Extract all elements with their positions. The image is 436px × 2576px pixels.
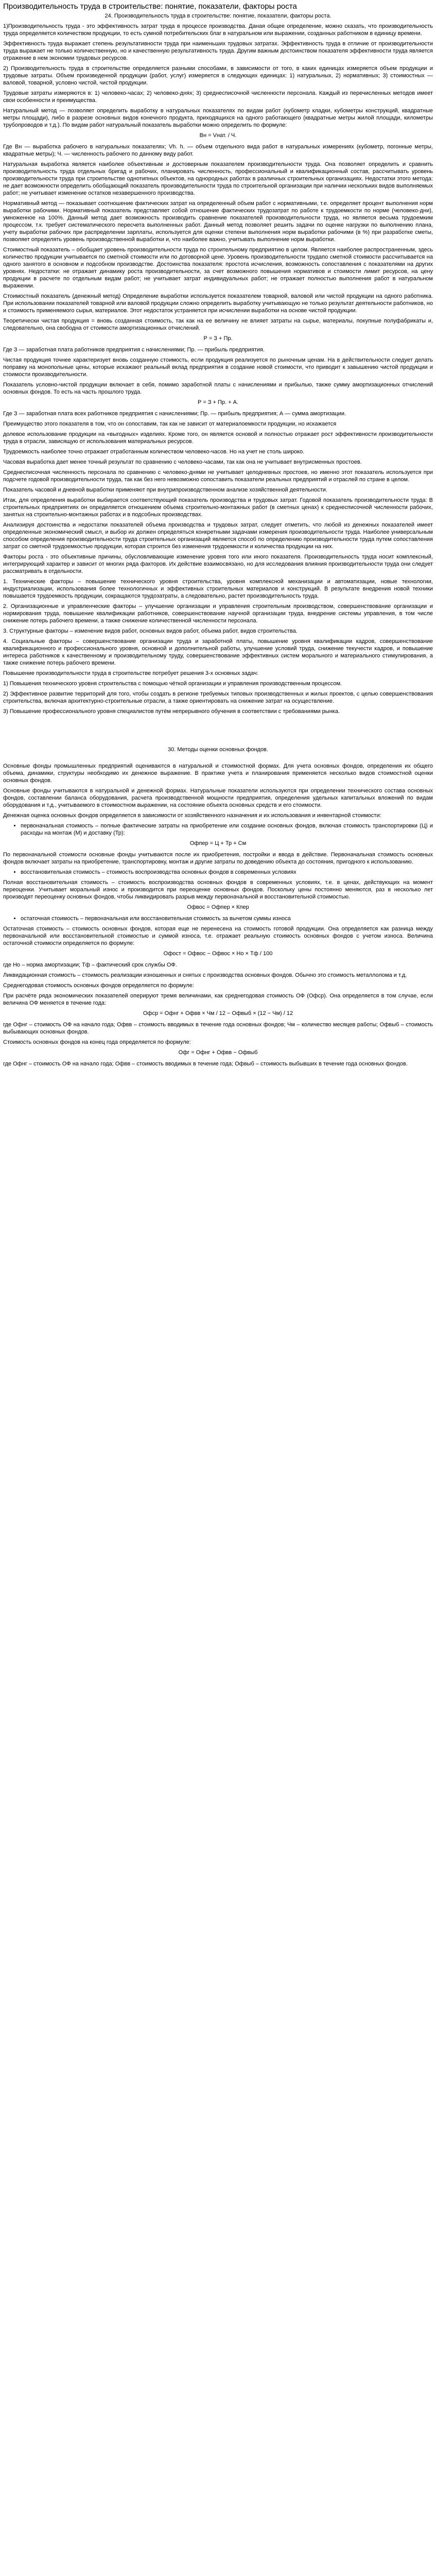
paragraph: Стоимостный показатель – обобщает уровень производительности труда по строительному предприятию в целом. Является наиболее распространенным, здесь количество продукции учитывается по сметной стоимости или по договорной цене. Уровень производительности трудапо сметной стоимости рассчитывается на одного занятого в основном и подсобном производстве. Достоинства показателя: простота исчисления, возможность сопоставления с показателями на других уровнях. Недостатки: не отражает динамику роста производительности, за счет возможного повышения нормативов и стоимости лимит ресурсов, на цену продукции в расчете по отдельным видам работ; не учитывает затрат индивидуальных работ; не отражает полностью выполнения работ в натуральном выражении. [3,247,433,289]
paragraph: 2. Организационные и управленческие факторы – улучшение организации и управления строительным производством, совершенствование организации и нормирования труда, повышение квалификации работников, совершенствование научной организации труда, внедрение системы управления, в том числе снижение потерь рабочего времени, а также снижение количественной численности персонала. [3,603,433,624]
formula-average-annual-cost: Офср = Офнг + Офвв × Чм / 12 − Офвыб × (12 − Чм) / 12 [143,1010,293,1016]
paragraph: Натуральная выработка является наиболее объективным и достоверным показателем производительности труда. Она позволяет определить и сравнить производительность труда отдельных бригад и рабочих, планировать численность, профессиональный и квалификационный состав, рассчитывать уровень производительности труда при строительстве однотипных объектов, на однородных работах в различных строительных организациях. Недостатки этого метода: не дает возможности определить обобщающий показатель производительности труда по строительной организации при наличии нескольких видов выполняемых работ; не учитывает изменение остатков незавершенного производства. [3,161,433,196]
bullet-list [3,822,433,837]
paragraph: Ликвидационная стоимость – стоимость реализации изношенных и снятых с производства основных фондов. Обычно это стоимость металлолома и т.д. [3,972,407,978]
paragraph: 3. Структурные факторы – изменение видов работ, основных видов работ, объема работ, видов строительства. [3,628,298,634]
paragraph: Показатель условно-чистой продукции включает в себя, помимо заработной платы с начислениями и прибылью, также сумму амортизационных отчислений основных фондов. То есть на часть прошлого труда. [3,382,433,395]
paragraph: Итак, для определения выработки выбирается соответствующий показатель производства и трудовых затрат. Годовой показатель производительности труда: В строительных предприятиях он определяется отношением объема строительно-монтажных работ (в сметных ценах) к среднесписочной численности рабочих, занятых на строительно-монтажных работах и в подсобных производствах. [3,497,433,518]
paragraph: Где З — заработная плата всех работников предприятия с начислениями; Пр. — прибыль предприятия; А — сумма амортизации. [3,411,346,417]
paragraph: 2) Эффективное развитие территорий для того, чтобы создать в регионе требуемых типовых производственных и жилых проектов, с целью совершенствования строительства, включая архитектурно-строительные отрасли, а также ориентировать на снижение затрат на осуществление. [3,691,433,704]
paragraph: где Офнг – стоимость ОФ на начало года; Офвв – стоимость вводимых в течение года; Офвыб – стоимость выбывших в течение года основных фондов. [3,1061,408,1067]
formula-year-end-cost: Офг = Офнг + Офвв − Офвыб [178,1049,258,1056]
paragraph: Среднегодовая стоимость основных фондов определяется по формуле: [3,982,194,989]
paragraph: Стоимостный показатель (денежный метод) Определение выработки используется показателем товарной, валовой или чистой продукции на одного работника. При использовании показателей товарной или валовой продукции сложно определить выработку учитывающую не только результат деятельности работников, но и стоимость применяемого сырья, материалов. Этот недостаток устраняется при исчислении выработки на основе чистой продукции. [3,293,433,314]
section-heading: 30. Методы оценки основных фондов. [168,747,268,753]
formula-residual-cost: Офост = Офвос − Офвос × Но × Тф / 100 [163,951,273,957]
paragraph: Стоимость основных фондов на конец года определяется по формуле: [3,1039,191,1045]
section-spacer [3,718,433,743]
paragraph: При расчёте ряда экономических показателей оперируют тремя величинами, как среднегодовая стоимость ОФ (Офср). Она определяется в том случае, если величина ОФ меняется в течение года: [3,993,433,1006]
paragraph: Трудоемкость наиболее точно отражает отработанным количеством человеко-часов. Но на учет не столь широко. [3,449,305,455]
paragraph: 1. Технические факторы – повышение технического уровня строительства, уровня комплексной механизации и автоматизации, новые технологии, индустриализации, использования более технологичных и эффективных строительных материалов и конструкций. В результате внедрения новой техники повышается трудоемкость продукции, сокращаются трудозатраты, а следовательно, растет производительность труда. [3,579,433,599]
paragraph: Повышение производительности труда в строительстве потребует решения 3-х основных задач: [3,670,258,676]
paragraph: Нормативный метод — показывает соотношение фактических затрат на определенный объем работ с нормативными, т.е. определяет процент выполнения норм выработки рабочими. Нормативный показатель представляет собой отношение фактических трудозатрат по работе к трудоемкости по норме (человеко-дни), умноженное на 100%. Данный метод дает возможность производить сравнение показателей производительности труда, но является весьма трудоемким процессом, т.к. требует систематического пересчета выполненных работ. Данный метод позволяет решить задачи по оценке нагрузки по выполнению плана, учету выработки рабочих при распределении зарплаты, используется для оценки степени выполнения норм выработки рабочими (в %) при разработке сметы, позволяет определять уровень производственной выработки и, что наиболее важно, учитывать выполнение норм выработки. [3,200,433,243]
paragraph: где Офнг – стоимость ОФ на начало года; Офвв – стоимость вводимых в течение года основных фондов; Чм – количество месяцев работы; Офвыб – стоимость выбывающих основных фондов. [3,1022,433,1035]
paragraph: где Но – норма амортизации; Тф – фактический срок службы ОФ. [3,962,177,968]
paragraph: Преимущество этого показателя в том, что он сопоставим, так как не зависит от материалоемкости продукции, но искажается [3,421,337,427]
formula-conditional-net-product: Р = З + Пр. + А. [197,399,239,405]
paragraph: Где Вн — выработка рабочего в натуральных показателях; Vh. h. — объем отдельного вида работ в натуральных измерениях (кубометр, погонные метры, квадратные метры); Ч. — численность рабочего по данному виду работ. [3,144,433,157]
paragraph: 3) Повышение профессионального уровня специалистов путём непрерывного обучения в соответствии с требованиями рынка. [3,708,340,715]
paragraph: 4. Социальные факторы – совершенствование организации труда и заработной платы, повышение уровня квалификации кадров, совершенствование квалификационного и профессионального уровня, основной и дополнительной работы, улучшение условий труда, снижение текучести кадров, и повышение интереса работников к качественному и производительному труду, совершенствование эффективных систем морального и материального стимулирования, а также снижение потерь рабочего времени. [3,638,433,666]
paragraph: Натуральный метод — позволяет определить выработку в натуральных показателях по видам работ (кубометр кладки, кубометры конструкций, квадратные метры площади), либо в разрезе основных видов конечного продукта, приходящихся на одного работающего (квадратные метры жилой площади, километры трубопроводов и т.д.). По видам работ натуральный показатель выработки можно определить по формуле: [3,108,433,128]
paragraph: 2) Производительность труда в строительстве определяется разными способами, в зависимости от того, в каких единицах измеряется объем продукции и трудовые затраты. Объем произведенной продукции (работ, услуг) измеряется в следующих единицах: 1) натуральных, 2) нормативных; 3) стоимостных — валовой, товарной, условно чистой, чистой продукции. [3,65,433,86]
paragraph: Теоретически чистая продукция = вновь созданная стоимость, так как на ее величину не влияет затраты на сырье, материалы, покупные полуфабрикаты и, следовательно, она свободна от стоимости амортизационных отчислений. [3,318,433,331]
paragraph: Анализируя достоинства и недостатки показателей объема производства и трудовых затрат, следует отметить, что любой из денежных показателей имеет определенные экономический смысл, и выбор их должен определяться конкретными задачами измерения производительности труда. Наиболее универсальным способом определения производительности труда строительных организаций является способ по определению производительности труда путем сопоставления затрат со сметной трудоемкостью продукции, которая строится без изменения трудоемкости и количества продукции на них. [3,522,433,550]
section-heading: 24. Производительность труда в строительстве: понятие, показатели, факторы роста. [104,13,332,19]
paragraph: 1)Производительность труда - это эффективность затрат труда в процессе производства. Даная общее определение, можно сказать, что производительность труда определяется количеством продукции, то есть сумной потребительских благ в натуральном или выражении, созданных работником в единицу времени. [3,23,433,37]
formula-net-product: Р = З + Пр. [203,335,233,342]
document-title: Производительность труда в строительстве: понятие, показатели, факторы роста [3,2,297,11]
paragraph: Эффективность труда выражает степень результативности труда при наименьших трудовых затратах. Эффективность труда в отличие от производительности труда выражает не только количественную, но и качественную результативность труда. Другим важным достоинством показателя эффективности труда является отражение в нем экономии трудовых ресурсов. [3,41,433,61]
formula-replacement-cost: Офвос = Офпер × Кпер [187,904,249,910]
formula-natural-output: Вн = Vнат. / Ч. [199,132,237,139]
paragraph: Остаточная стоимость – стоимость основных фондов, которая еще не перенесена на стоимость готовой продукции. Она определяется как разница между первоначальной или восстановительной стоимостью и суммой износа, т.е. отражает реальную стоимость основных фондов с учетом износа. Величина остаточной стоимости определяется по формуле: [3,926,433,946]
paragraph: Показатель часовой и дневной выработки применяют при внутрипроизводственном анализе хозяйственной деятельности. [3,487,328,493]
paragraph: Трудовые затраты измеряются в: 1) человеко-часах; 2) человеко-днях; 3) среднесписочной численности персонала. Каждый из перечисленных методов имеет свои особенности и преимущества. [3,90,433,104]
paragraph: По первоначальной стоимости основные фонды учитываются после их приобретения, постройки и ввода в действие. Первоначальная стоимость основных фондов включает затраты на приобретение, транспортировку, монтаж и другие затраты по доведению объекта до состояния, пригодного к использованию. [3,852,433,865]
list-item: • первоначальная стоимость – полные фактические затраты на приобретение или создание основных фондов, включая стоимость транспортировки (Ц) и расходы на монтаж (М) и доставку (Тр): [21,822,433,837]
bullet-list [3,915,433,922]
paragraph: долевое использование продукции на «выгодных» изделиях. Кроме того, он является основой и полностью отражает рост эффективности производительности труда в отрасли, зависящую от использования материальных ресурсов. [3,431,433,445]
paragraph: Факторы роста - это объективные причины, обусловливающие изменение уровня того или иного показателя. Производительность труда носит комплексный, интегрирующий характер и зависит от многих ряда факторов. Их действие взаимосвязано, но для исследования влияния производительности труда они следует рассматривать в отдельности. [3,554,433,574]
formula-initial-cost: Офпер = Ц + Тр + См [189,840,247,846]
paragraph: Где З — заработная плата работников предприятия с начислениями; Пр. — прибыль предприятия. [3,347,265,353]
bullet-list [3,869,433,876]
paragraph: 1) Повышения технического уровня строительства с помощью чёткой организации и управления производственным процессом. [3,681,342,687]
paragraph: Часовая выработка дает менее точный результат по сравнению с человеко-часами, так как она не учитывает внутрисменных простоев. [3,459,362,465]
paragraph: Полная восстановительная стоимость – стоимость воспроизводства основных фондов в современных условиях, т.е. в ценах, действующих на момент переоценки. Учитывает моральный износ и производится при переоценке основных фондов. Поскольку цены постоянно меняются, раз в несколько лет производят переоценку основных фондов, чтобы ликвидировать разрыв между первоначальной и восстановительной стоимостью. [3,879,433,900]
paragraph: Денежная оценка основных фондов определяется в зависимости от хозяйственного назначения и их использования и инвентарной стоимости: [3,812,381,819]
list-item: • восстановительная стоимость – стоимость воспроизводства основных фондов в современных условиях [21,869,433,876]
list-item: • остаточная стоимость – первоначальная или восстановительная стоимость за вычетом суммы износа [21,915,433,922]
section-productivity [3,12,433,715]
paragraph: Среднесписочная численность персонала по сравнению с человеко-днями не учитывает целодневных простоев, но именно этот показатель используется при подсчете годовой производительности труда, так как без него невозможно сопоставить показатели реальных предприятий и отраслей по стране в целом. [3,469,433,483]
paragraph: Основные фонды промышленных предприятий оцениваются в натуральной и стоимостной формах. Для учета основных фондов, определения их общего объема, динамики, структуры необходимо их денежное выражение. В практике учета и планирования применяется несколько видов стоимостной оценки основных фондов. [3,763,433,784]
paragraph: Основные фонды учитываются в натуральной и денежной формах. Натуральные показатели используются при определении технического состава основных фондов, составлении баланса оборудования, расчета производственной мощности предприятия, определения удельных капитальных вложений по видам оборудования и т.д., учитываемого в стоимостном выражении, на состояние объекта основных средств и его стоимости. [3,788,433,808]
document-page [0,0,436,1081]
section-fixed-assets [3,746,433,1067]
paragraph: Чистая продукция точнее характеризует вновь созданную стоимость, если продукция реализуется по рыночным ценам. На в действительности следует делать поправку на монопольные цены, которые искажают реальный вклад предприятия в создание новой стоимости, что приводит к завышению чистой продукции и стоимости производительности. [3,357,433,378]
